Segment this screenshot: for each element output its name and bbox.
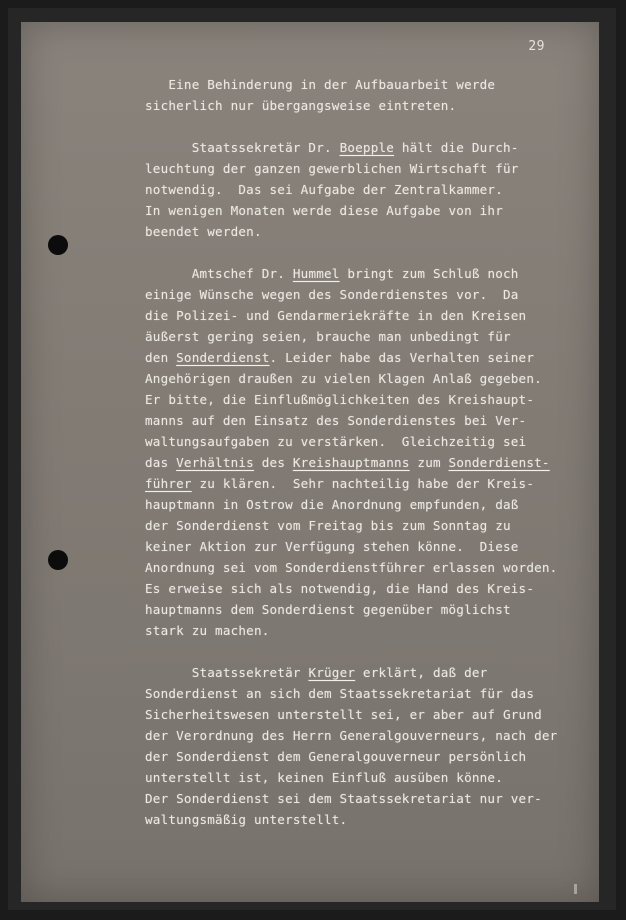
text-segment: einige Wünsche wegen des Sonderdienstes vor. Da [145,287,519,302]
paragraph [145,662,615,830]
text-segment: der Sonderdienst vom Freitag bis zum Sonntag zu [145,518,511,533]
text-segment: Staatssekretär [145,665,309,680]
text-segment: waltungsaufgaben zu verstärken. Gleichzeitig sei [145,434,527,449]
text-segment: zum [409,455,449,470]
text-segment: des [253,455,293,470]
text-line [145,494,615,515]
text-line [145,473,615,494]
text-line [145,200,615,221]
text-segment: äußerst gering seien, brauche man unbedingt für [145,329,511,344]
text-segment: die Polizei- und Gendarmeriekräfte in den Kreisen [145,308,527,323]
text-line [145,263,615,284]
text-segment: den [145,350,177,365]
text-line [145,137,615,158]
text-line [145,431,615,452]
text-segment: waltungsmäßig unterstellt. [145,812,348,827]
text-line [145,725,615,746]
text-line [145,746,615,767]
underlined-name: Sonderdienst- [448,455,550,470]
text-line [145,347,615,368]
text-line [145,515,615,536]
text-segment: In wenigen Monaten werde diese Aufgabe von ihr [145,203,503,218]
text-segment: beendet werden. [145,224,262,239]
text-segment: Er bitte, die Einflußmöglichkeiten des Kreishaupt- [145,392,535,407]
underlined-name: Sonderdienst [176,350,270,365]
paragraph [145,74,615,116]
text-line [145,284,615,305]
text-segment: stark zu machen. [145,623,270,638]
text-segment: Sonderdienst an sich dem Staatssekretariat für das [145,686,535,701]
text-segment: der Sonderdienst dem Generalgouverneur persönlich [145,749,527,764]
underlined-name: Verhältnis [176,455,254,470]
paragraph [145,137,615,242]
text-line [145,578,615,599]
text-segment: hauptmann in Ostrow die Anordnung empfunden, daß [145,497,519,512]
text-segment: das [145,455,177,470]
text-line [145,809,615,830]
text-line [145,326,615,347]
text-line [145,599,615,620]
text-line [145,74,615,95]
text-line [145,536,615,557]
text-line [145,221,615,242]
text-line [145,767,615,788]
text-segment: . Leider habe das Verhalten seiner [269,350,535,365]
paragraph [145,263,615,641]
text-segment: Anordnung sei vom Sonderdienstführer erlassen worden. [145,560,558,575]
text-segment: sicherlich nur übergangsweise eintreten. [145,98,457,113]
text-segment: hauptmanns dem Sonderdienst gegenüber möglichst [145,602,511,617]
text-line [145,368,615,389]
text-line [145,158,615,179]
text-segment: unterstellt ist, keinen Einfluß ausüben könne. [145,770,503,785]
text-segment: Angehörigen draußen zu vielen Klagen Anlaß gegeben. [145,371,542,386]
text-segment: der Verordnung des Herrn Generalgouverneurs, nach der [145,728,558,743]
text-segment: hält die Durch- [394,140,519,155]
document-page [21,22,599,902]
text-segment: keiner Aktion zur Verfügung stehen könne. Diese [145,539,519,554]
underlined-name: führer [145,476,192,491]
text-line [145,389,615,410]
text-line [145,557,615,578]
text-line [145,305,615,326]
text-segment: manns auf den Einsatz des Sonderdienstes bei Ver- [145,413,527,428]
text-segment: Staatssekretär Dr. [145,140,340,155]
text-segment: Der Sonderdienst sei dem Staatssekretariat nur ver- [145,791,542,806]
text-segment: bringt zum Schluß noch [339,266,519,281]
text-line [145,704,615,725]
punch-hole-upper [48,235,68,255]
text-line [145,95,615,116]
underlined-name: Boepple [339,140,395,155]
text-segment: leuchtung der ganzen gewerblichen Wirtschaft für [145,161,519,176]
text-line [145,620,615,641]
text-line [145,683,615,704]
underlined-name: Krüger [308,665,356,680]
text-segment: notwendig. Das sei Aufgabe der Zentralkammer. [145,182,503,197]
text-segment: Es erweise sich als notwendig, die Hand des Kreis- [145,581,535,596]
text-line [145,788,615,809]
text-segment: Amtschef Dr. [145,266,293,281]
text-line [145,410,615,431]
edge-mark [574,884,577,894]
text-segment: Eine Behinderung in der Aufbauarbeit werde [145,77,496,92]
underlined-name: Kreishauptmanns [292,455,410,470]
text-segment: zu klären. Sehr nachteilig habe der Kreis- [191,476,535,491]
text-line [145,179,615,200]
underlined-name: Hummel [292,266,340,281]
text-line [145,662,615,683]
punch-hole-lower [48,550,68,570]
text-segment: erklärt, daß der [355,665,488,680]
text-line [145,452,615,473]
page-number: 29 [528,39,545,54]
text-segment: Sicherheitswesen unterstellt sei, er aber auf Grund [145,707,542,722]
document-body [145,74,615,851]
